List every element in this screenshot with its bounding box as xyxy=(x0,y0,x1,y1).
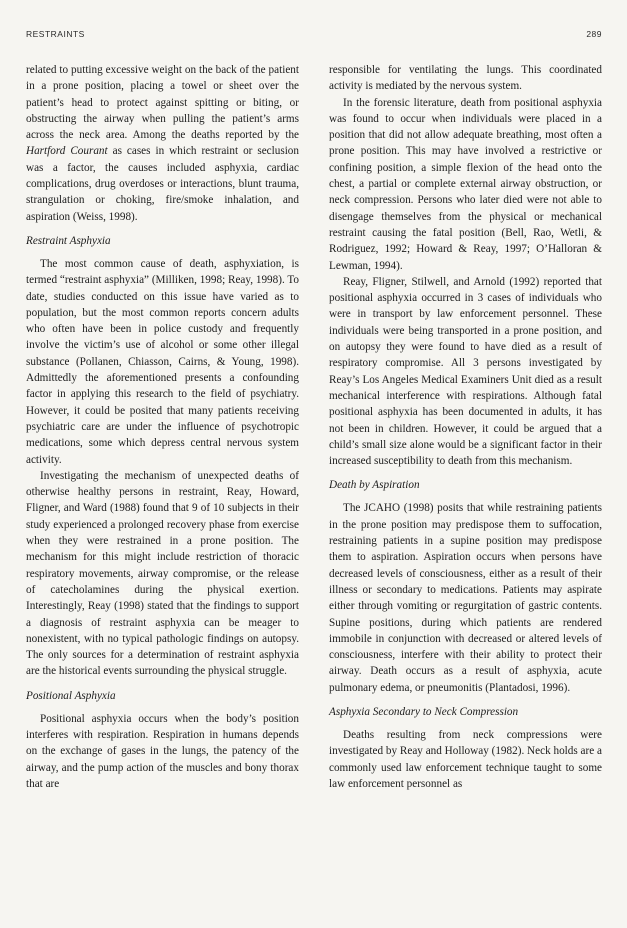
page-number: 289 xyxy=(586,29,602,39)
paragraph: In the forensic literature, death from positional asphyxia was found to occur when individuals were placed in a position that did not allow adequate breathing, most often a prone position. This may have involved a restrictive or confining position, a simple flexion of the head onto the chest, a partial or complete external airway obstruction, or neck compression. Persons who later died were not able to disengage themselves from the physical or mechanical restraint causing the fatal position (Bell, Rao, Wetli, & Rodriguez, 1992; Howard & Reay, 1997; O’Halloran & Lewman, 1994). xyxy=(329,96,602,272)
section-heading-neck-compression: Asphyxia Secondary to Neck Compression xyxy=(329,705,519,718)
section-heading-restraint-asphyxia: Restraint Asphyxia xyxy=(26,234,111,247)
paragraph xyxy=(26,62,299,225)
paragraph-text: related to putting excessive weight on the back of the patient in a prone position, placing a towel or sheet over the patient’s head to protect against spitting or biting, or obstructing the airway when pulling the patient’s arms across the neck area. Among the deaths reported by the xyxy=(26,64,299,142)
paragraph: Reay, Fligner, Stilwell, and Arnold (1992) reported that positional asphyxia occurred in 3 cases of individuals who were in transport by law enforcement personnel. These individuals were being transported in a prone position, and on autopsy they were found to have died as a result of respiratory compromise. All 3 persons investigated by Reay’s Los Angeles Medical Examiners Unit died as a result mechanical interference with respirations. Although fatal positional asphyxia has been documented in adults, it has not been in children. However, it could be argued that a child’s small size alone would be a significant factor in their increased susceptibility to death from this mechanism. xyxy=(329,275,602,468)
italic-citation: Hartford Courant xyxy=(26,145,108,158)
running-header xyxy=(26,29,602,39)
section-heading-death-by-aspiration: Death by Aspiration xyxy=(329,479,420,492)
paragraph: responsible for ventilating the lungs. This coordinated activity is mediated by the nervous system. xyxy=(329,64,602,93)
paragraph: Deaths resulting from neck compressions were investigated by Reay and Holloway (1982). Neck holds are a commonly used law enforcement technique taught to some law enforcement personnel as xyxy=(329,728,602,790)
section-heading-positional-asphyxia: Positional Asphyxia xyxy=(26,689,116,702)
right-column xyxy=(329,62,602,792)
paragraph-text: as cases in which restraint or seclusion was a factor, the causes included asphyxia, cardiac complications, drug overdoses or interactions, blunt trauma, strangulation or choking, fire/smoke inhalation, and aspiration (Weiss, 1998). xyxy=(26,145,299,223)
paragraph: Investigating the mechanism of unexpected deaths of otherwise healthy persons in restraint, Reay, Howard, Fligner, and Ward (1988) found that 9 of 10 subjects in their study experienced a prolonged recovery phase from exercise when they were restrained in a prone position. The mechanism for this might include restriction of thoracic respiratory movements, airway compromise, or the release of catecholamines during the physical exertion. Interestingly, Reay (1998) stated that the findings to support a diagnosis of restraint asphyxia can be meager to nonexistent, with no typical pathologic findings on autopsy. The only sources for a determination of restraint asphyxia are the historical events surrounding the physical struggle. xyxy=(26,469,299,678)
left-column xyxy=(26,62,299,792)
paragraph: Positional asphyxia occurs when the body’s position interferes with respiration. Respiration in humans depends on the exchange of gases in the lungs, the patency of the airway, and the pump action of the muscles and bony thorax that are xyxy=(26,712,299,790)
running-title: RESTRAINTS xyxy=(26,29,85,39)
paragraph: The most common cause of death, asphyxiation, is termed “restraint asphyxia” (Milliken, 1998; Reay, 1998). To date, studies conducted on this issue have varied as to population, but the most common reports concern adults who often have been in police custody and frequently involve the victim’s use of alcohol or some other illegal substance (Pollanen, Chiasson, Cairns, & Young, 1998). Admittedly the aforementioned presents a confounding factor in applying this research to the field of psychiatry. However, it could be posited that many patients receiving psychiatric care are under the influence of psychotropic medications, some which depress central nervous system activity. xyxy=(26,257,299,466)
paragraph: The JCAHO (1998) posits that while restraining patients in the prone position may predispose them to suffocation, restraining patients in a supine position may predispose them to aspiration. Aspiration occurs when persons have decreased levels of consciousness, either as a result of their illness or secondary to medications. Patients may aspirate either through vomiting or regurgitation of gastric contents. Supine positions, during which patients are rendered immobile in conjunction with decreased or altered levels of consciousness, interfere with their ability to protect their airway. Death occurs as a result of asphyxia, acute pulmonary edema, or pneumonitis (Plantadosi, 1996). xyxy=(329,502,602,694)
